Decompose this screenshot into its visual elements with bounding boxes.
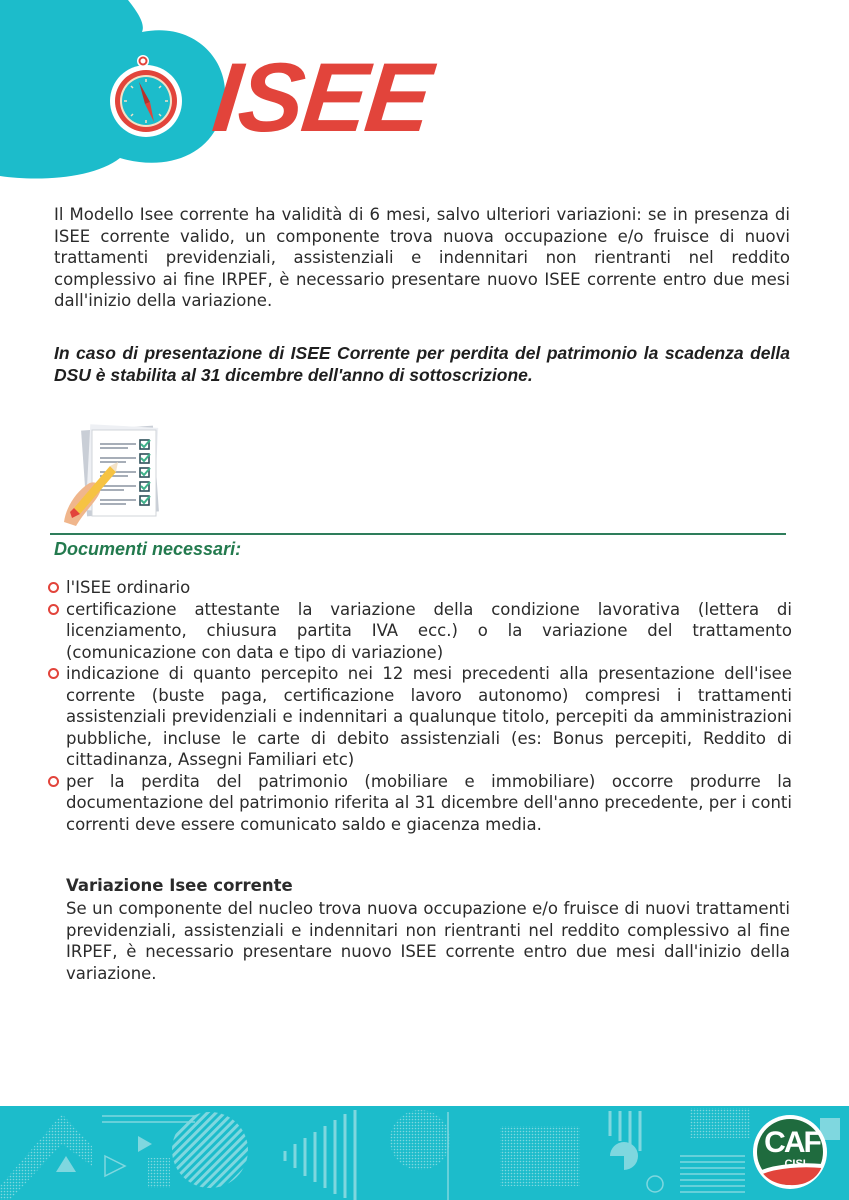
page-title: ISEE <box>208 42 436 152</box>
variation-title: Variazione Isee corrente <box>66 876 293 895</box>
bullet-icon <box>48 582 59 593</box>
documents-list <box>48 577 792 835</box>
bullet-icon <box>48 604 59 615</box>
list-item-text: certificazione attestante la variazione della condizione lavorativa (lettera di licenziamento, chiusura partita IVA ecc.) o la variazione del trattamento (comunicazione con data e tipo di variazione) <box>66 599 792 662</box>
checklist-icon <box>62 422 162 527</box>
logo-text-cisl: CISL <box>784 1158 810 1170</box>
highlight-paragraph: In caso di presentazione di ISEE Corrente per perdita del patrimonio la scadenza della DSU è stabilita al 31 dicembre dell'anno di sottoscrizione. <box>54 343 790 385</box>
documents-heading: Documenti necessari: <box>54 539 242 559</box>
list-item <box>48 663 792 771</box>
compass-icon <box>106 52 188 138</box>
section-divider <box>50 533 786 535</box>
logo-text-caf: CAF <box>764 1126 820 1159</box>
footer-pattern <box>0 1106 849 1200</box>
intro-paragraph: Il Modello Isee corrente ha validità di 6 mesi, salvo ulteriori variazioni: se in presenza di ISEE corrente valido, un componente trova nuova occupazione e/o fruisce di nuovi trattamenti previdenziali, assistenziali e indennitari non rientranti nel reddito complessivo ai fine IRPEF, è necessario presentare nuovo ISEE corrente entro due mesi dall'inizio della variazione. <box>54 205 790 310</box>
list-item <box>48 771 792 836</box>
bullet-icon <box>48 668 59 679</box>
list-item-text: indicazione di quanto percepito nei 12 mesi precedenti alla presentazione dell'isee corrente (buste paga, certificazione lavoro autonomo) compresi i trattamenti assistenziali previdenziali e indennitari a qualunque titolo, percepiti da amministrazioni pubbliche, incluse le carte di debito assistenziali (es: Bonus percepiti, Reddito di cittadinanza, Assegni Familiari etc) <box>66 664 792 769</box>
list-item <box>48 577 792 599</box>
footer-band <box>0 1106 849 1200</box>
list-item <box>48 599 792 664</box>
list-item-text: l'ISEE ordinario <box>66 578 191 597</box>
bullet-icon <box>48 776 59 787</box>
list-item-text: per la perdita del patrimonio (mobiliare e immobiliare) occorre produrre la documentazione del patrimonio riferita al 31 dicembre dell'anno precedente, per i conti correnti deve essere comunicato saldo e giacenza media. <box>66 771 792 834</box>
variation-paragraph: Se un componente del nucleo trova nuova occupazione e/o fruisce di nuovi trattamenti previdenziali, assistenziali e indennitari non rientranti nel reddito complessivo al fine IRPEF, è necessario presentare nuovo ISEE corrente entro due mesi dall'inizio della variazione. <box>66 899 790 983</box>
